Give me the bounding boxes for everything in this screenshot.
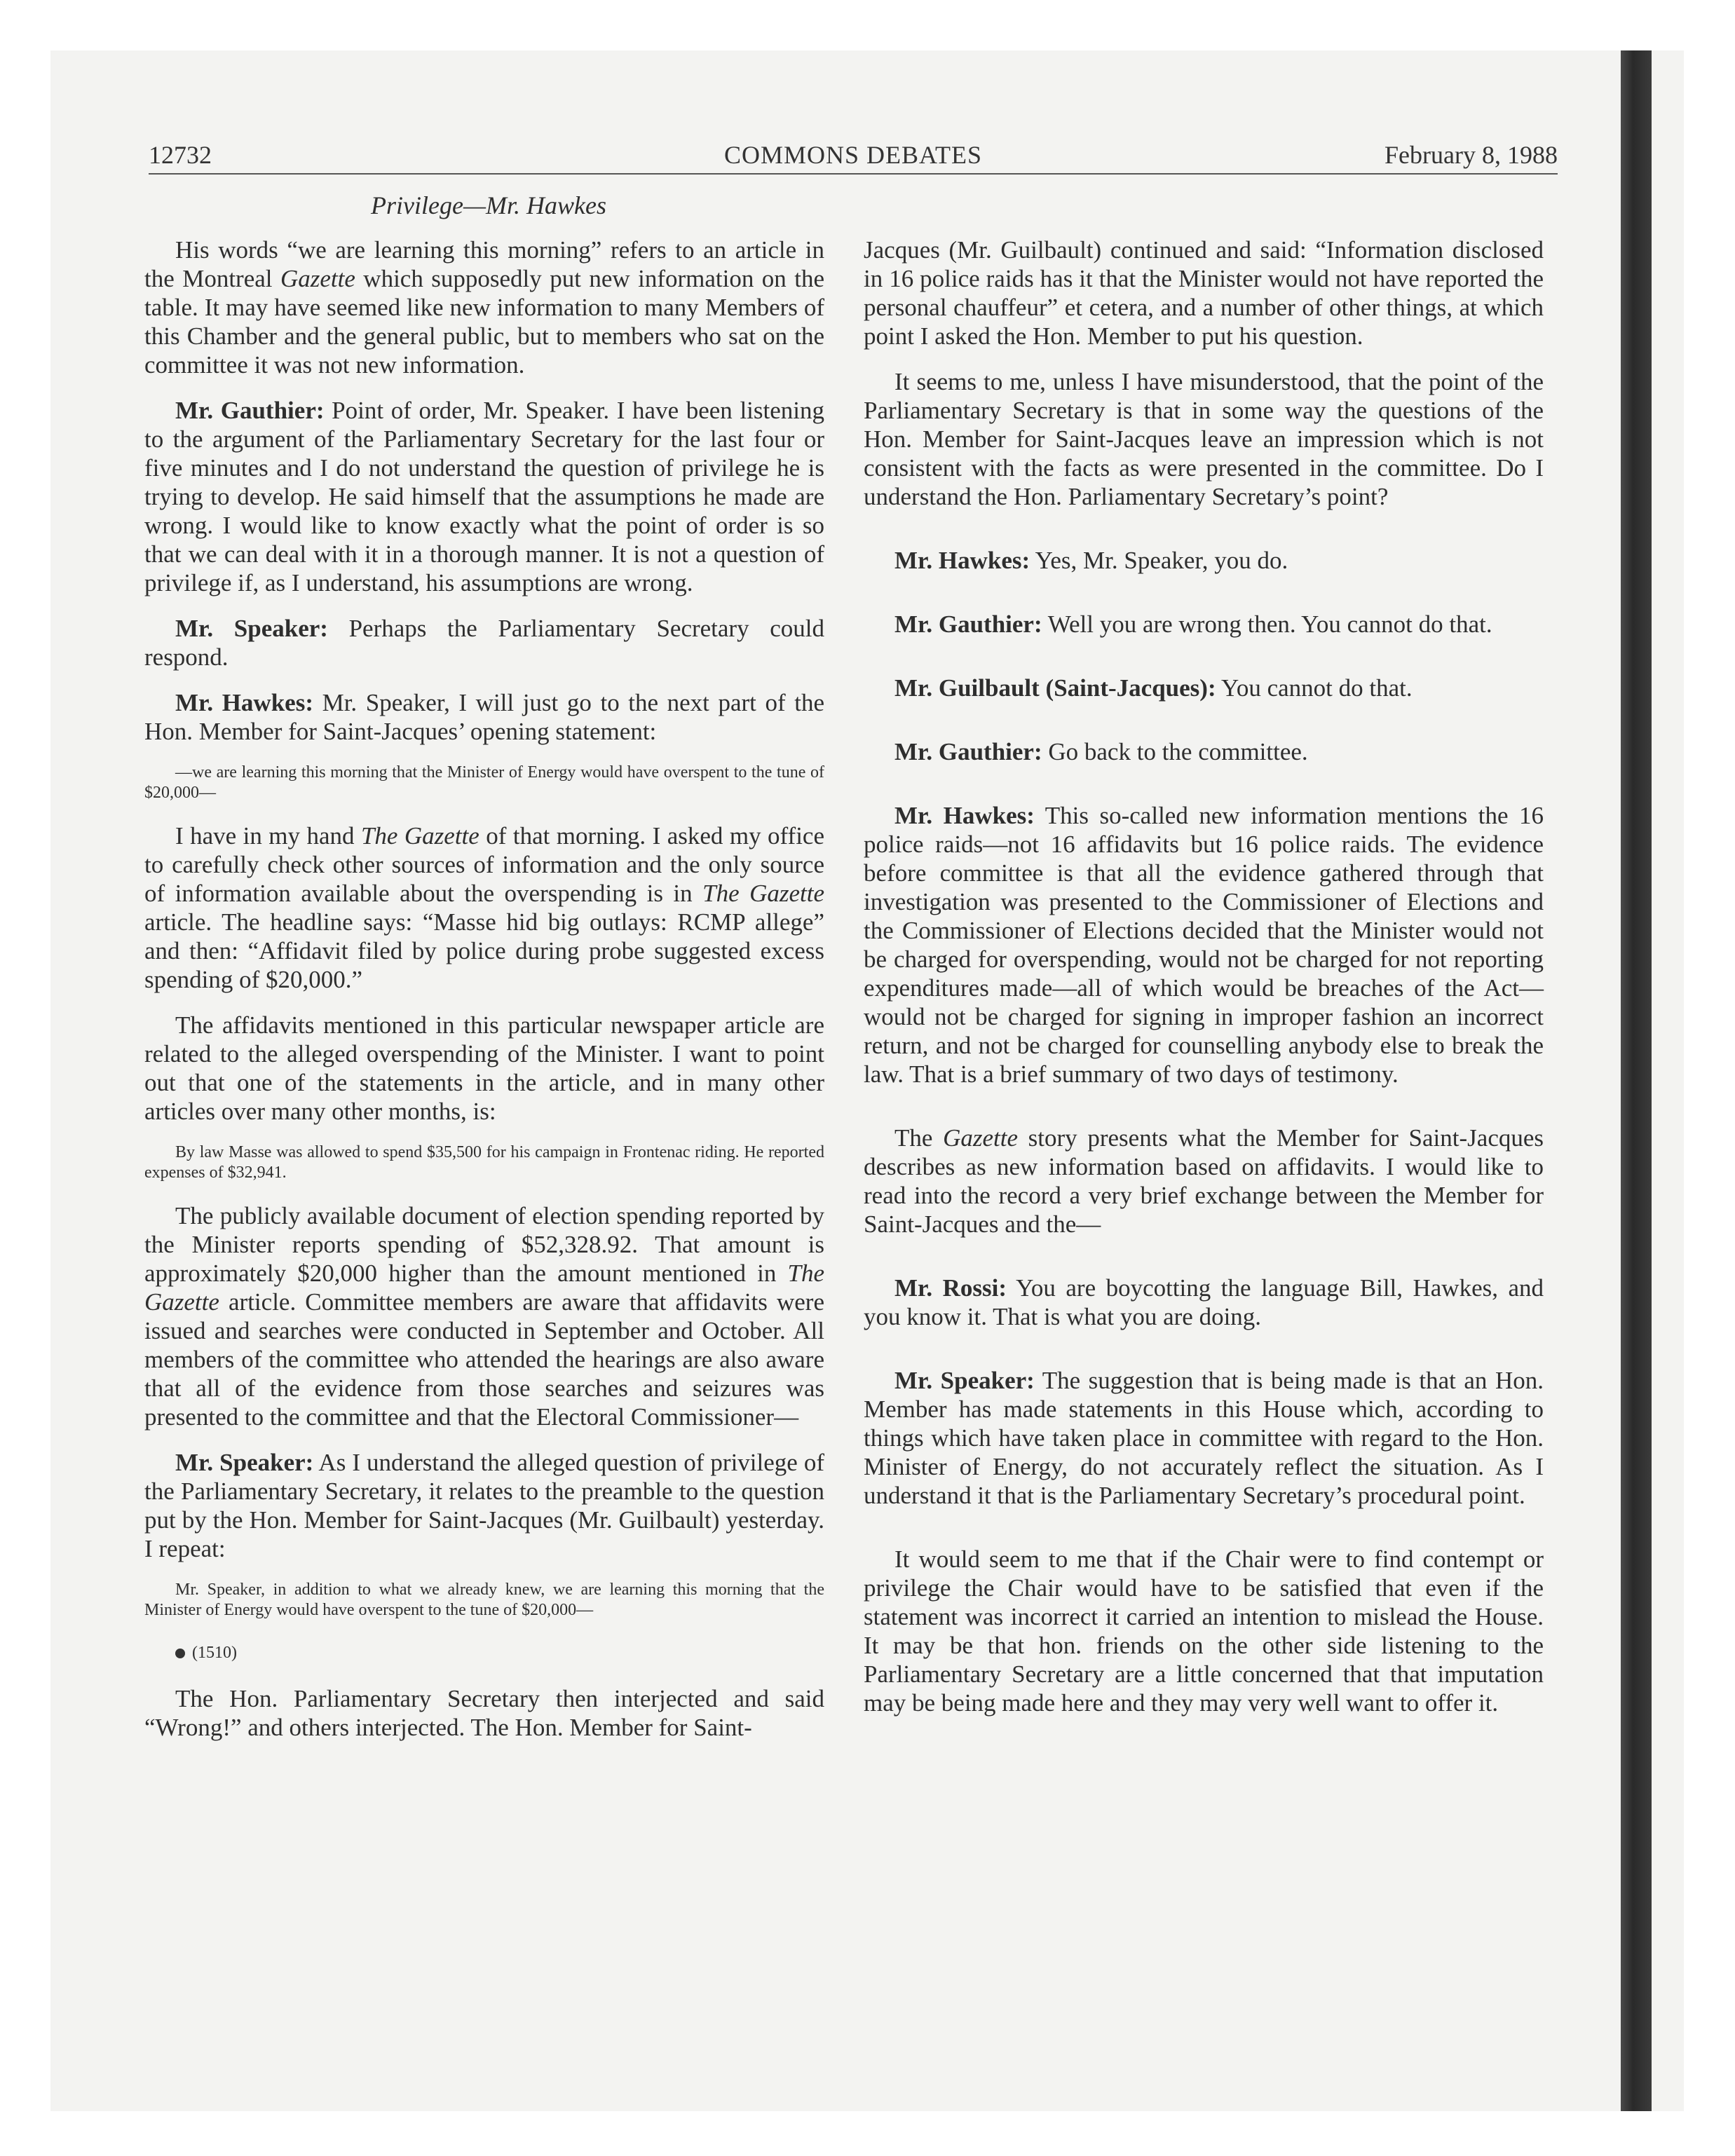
speaker-name: Mr. Speaker:	[175, 1449, 314, 1476]
paragraph: The Hon. Parliamentary Secretary then interjected and said “Wrong!” and others interjected. The Hon. Member for Saint-	[144, 1685, 824, 1741]
speaker-name: Mr. Speaker:	[894, 1367, 1035, 1394]
speaker-name: Mr. Hawkes:	[175, 689, 313, 716]
paragraph: I have in my hand The Gazette of that morning. I asked my office to carefully check other sources of information and the only source of information available about the overspending is in The Gazette article. The headline says: “Masse hid big outlays: RCMP allege” and then: “Affidavit filed by police during probe suggested excess spending of $20,000.”	[144, 822, 824, 993]
header-rule	[149, 173, 1558, 175]
speaker-name: Mr. Gauthier:	[175, 397, 325, 424]
speaker-name: Mr. Hawkes:	[894, 802, 1035, 829]
paragraph: The publicly available document of election spending reported by the Minister reports spending of $52,328.92. That amount is approximately $20,000 higher than the amount mentioned in The Gazette article. Committee members are aware that affidavits were issued and searches were conducted in September and October. All members of the committee who attended the hearings are also aware that all of the evidence from those searches and seizures was presented to the committee and that the Electoral Commissioner—	[144, 1202, 824, 1431]
speaker-name: Mr. Rossi:	[894, 1274, 1007, 1302]
right-column	[864, 236, 1544, 1734]
paragraph: Mr. Gauthier: Well you are wrong then. You cannot do that.	[894, 610, 1492, 638]
scan-edge-shadow	[1621, 50, 1652, 2111]
paragraph: Mr. Speaker: The suggestion that is being made is that an Hon. Member has made statements in this House which, according to things which have taken place in committee with regard to the Hon. Minister of Energy, do not accurately reflect the situation. As I understand it that is the Parliamentary Secretary’s procedural point.	[864, 1367, 1544, 1509]
paragraph: Mr. Guilbault (Saint-Jacques): You cannot do that.	[894, 674, 1413, 702]
paragraph: Mr. Rossi: You are boycotting the language Bill, Hawkes, and you know it. That is what you are doing.	[864, 1274, 1544, 1330]
paragraph: It would seem to me that if the Chair were to find contempt or privilege the Chair would have to be satisfied that even if the statement was incorrect it carried an intention to mislead the House. It may be that hon. friends on the other side listening to the Parliamentary Secretary are a little concerned that that imputation may be being made here and they may very well want to offer it.	[864, 1546, 1544, 1717]
speaker-name: Mr. Guilbault (Saint-Jacques):	[894, 674, 1216, 702]
publication-title: COMMONS DEBATES	[723, 141, 983, 169]
speaker-name: Mr. Gauthier:	[894, 738, 1042, 765]
speaker-name: Mr. Speaker:	[175, 615, 328, 642]
block-quote: By law Masse was allowed to spend $35,500 for his campaign in Frontenac riding. He reported expenses of $32,941.	[144, 1143, 824, 1182]
paragraph: His words “we are learning this morning” refers to an article in the Montreal Gazette which supposedly put new information on the table. It may have seemed like new information to many Members of this Chamber and the general public, but to members who sat on the committee it was not new information.	[144, 236, 824, 378]
paragraph: Jacques (Mr. Guilbault) continued and said: “Information disclosed in 16 police raids has it that the Minister would not have reported the personal chauffeur” et cetera, and a number of other things, at which point I asked the Hon. Member to put his question.	[864, 236, 1544, 350]
paragraph: Mr. Gauthier: Point of order, Mr. Speaker. I have been listening to the argument of the Parliamentary Secretary for the last four or five minutes and I do not understand the question of privilege he is trying to develop. He said himself that the assumptions he made are wrong. I would like to know exactly what the point of order is so that we can deal with it in a thorough manner. It is not a question of privilege if, as I understand, his assumptions are wrong.	[144, 397, 824, 596]
header-date: February 8, 1988	[1384, 141, 1558, 169]
bullet-icon	[175, 1649, 185, 1658]
section-title: Privilege—Mr. Hawkes	[371, 191, 606, 219]
left-column	[144, 236, 824, 1759]
paragraph: The Gazette story presents what the Member for Saint-Jacques describes as new information based on affidavits. I would like to read into the record a very brief exchange between the Member for Saint-Jacques and the—	[864, 1124, 1544, 1238]
paragraph: Mr. Speaker: Perhaps the Parliamentary Secretary could respond.	[144, 615, 824, 671]
page-header	[149, 140, 1558, 174]
block-quote: —we are learning this morning that the Minister of Energy would have overspent to the tune of $20,000—	[144, 763, 824, 802]
paragraph: Mr. Hawkes: Mr. Speaker, I will just go to the next part of the Hon. Member for Saint-Jacques’ opening statement:	[144, 689, 824, 745]
time-stamp: (1510)	[144, 1639, 824, 1667]
speaker-name: Mr. Hawkes:	[894, 547, 1030, 574]
paragraph: The affidavits mentioned in this particular newspaper article are related to the alleged overspending of the Minister. I want to point out that one of the statements in the article, and in many other articles over many other months, is:	[144, 1011, 824, 1125]
paragraph: Mr. Hawkes: This so-called new information mentions the 16 police raids—not 16 affidavits but 16 police raids. The evidence before committee is that all the evidence gathered through that investigation was presented to the Commissioner of Elections and the Commissioner of Elections decided that the Minister would not be charged for overspending, would not be charged for not reporting expenditures made—all of which would be breaches of the Act—would not be charged for signing in improper fashion an incorrect return, and not be charged for counselling anybody else to break the law. That is a brief summary of two days of testimony.	[864, 802, 1544, 1088]
paragraph: Mr. Hawkes: Yes, Mr. Speaker, you do.	[894, 547, 1288, 574]
speaker-name: Mr. Gauthier:	[894, 610, 1042, 638]
paragraph: Mr. Gauthier: Go back to the committee.	[894, 738, 1308, 765]
block-quote: Mr. Speaker, in addition to what we already knew, we are learning this morning that the Minister of Energy would have overspent to the tune of $20,000—	[144, 1581, 824, 1619]
paragraph: It seems to me, unless I have misunderstood, that the point of the Parliamentary Secretary is that in some way the questions of the Hon. Member for Saint-Jacques leave an impression which is not consistent with the facts as were presented in the committee. Do I understand the Hon. Parliamentary Secretary’s point?	[864, 368, 1544, 510]
paragraph: Mr. Speaker: As I understand the alleged question of privilege of the Parliamentary Secretary, it relates to the preamble to the question put by the Hon. Member for Saint-Jacques (Mr. Guilbault) yesterday. I repeat:	[144, 1449, 825, 1562]
page-number: 12732	[149, 141, 212, 169]
